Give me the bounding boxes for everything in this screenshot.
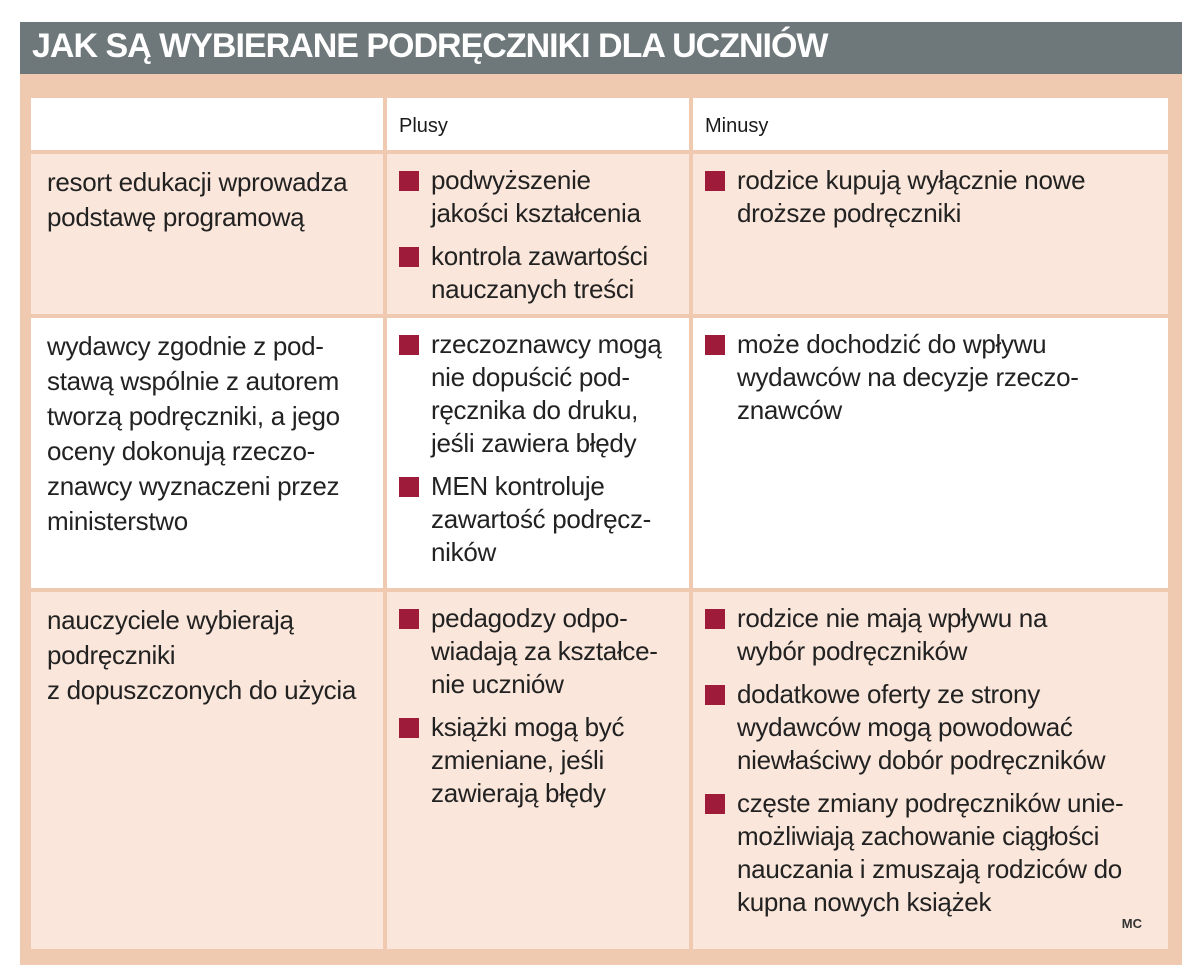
bullet-square-icon xyxy=(399,718,419,738)
bullet-square-icon xyxy=(399,609,419,629)
list-item: kontrola zawartości nauczanych treści xyxy=(399,240,683,306)
row2-cons-cell xyxy=(693,318,1168,588)
row3-cons-cell xyxy=(693,592,1168,949)
title-bar xyxy=(20,22,1182,74)
list-item: książki mogą być zmieniane, jeśli zawierają błędy xyxy=(399,711,683,810)
bullet-square-icon xyxy=(705,609,725,629)
row3-label-cell xyxy=(31,592,383,949)
list-item: MEN kontroluje zawartość podręcz- ników xyxy=(399,470,683,569)
bullet-square-icon xyxy=(705,685,725,705)
bullet-square-icon xyxy=(399,171,419,191)
header-pros: Plusy xyxy=(399,115,448,137)
list-item: dodatkowe oferty ze strony wydawców mogą powodować niewłaściwy dobór podręczników xyxy=(705,678,1162,777)
row1-label: resort edukacji wprowadza podstawę programową xyxy=(47,167,348,232)
bullet-square-icon xyxy=(399,247,419,267)
header-pros-cell xyxy=(387,98,689,150)
list-item: rodzice kupują wyłącznie nowe droższe podręczniki xyxy=(705,164,1162,230)
header-cons-cell xyxy=(693,98,1168,150)
list-item: pedagodzy odpo- wiadają za kształce- nie uczniów xyxy=(399,602,683,701)
bullet-square-icon xyxy=(705,794,725,814)
row2-label: wydawcy zgodnie z pod- stawą wspólnie z autorem tworzą podręczniki, a jego oceny dokonują rzeczo- znawcy wyznaczeni przez ministerstwo xyxy=(47,331,340,536)
list-item: podwyższenie jakości kształcenia xyxy=(399,164,683,230)
comparison-table xyxy=(20,74,1182,965)
list-item: rodzice nie mają wpływu na wybór podręczników xyxy=(705,602,1162,668)
infographic-title: JAK SĄ WYBIERANE PODRĘCZNIKI DLA UCZNIÓW xyxy=(32,27,828,65)
bullet-square-icon xyxy=(705,171,725,191)
row1-label-cell xyxy=(31,154,383,314)
bullet-square-icon xyxy=(399,335,419,355)
author-credit: MC xyxy=(1121,916,1142,931)
row2-pros-cell xyxy=(387,318,689,588)
row1-pros-cell xyxy=(387,154,689,314)
row3-label: nauczyciele wybierają podręczniki z dopuszczonych do użycia xyxy=(47,605,357,705)
list-item: może dochodzić do wpływu wydawców na decyzje rzeczo- znawców xyxy=(705,328,1162,427)
header-empty-cell xyxy=(31,98,383,150)
header-cons: Minusy xyxy=(705,115,769,137)
bullet-square-icon xyxy=(399,477,419,497)
row1-cons-cell xyxy=(693,154,1168,314)
list-item: rzeczoznawcy mogą nie dopuścić pod- ręcznika do druku, jeśli zawiera błędy xyxy=(399,328,683,460)
list-item: częste zmiany podręczników unie- możliwiają zachowanie ciągłości nauczania i zmuszają rodziców do kupna nowych książek xyxy=(705,787,1162,919)
row2-label-cell xyxy=(31,318,383,588)
row3-pros-cell xyxy=(387,592,689,949)
bullet-square-icon xyxy=(705,335,725,355)
